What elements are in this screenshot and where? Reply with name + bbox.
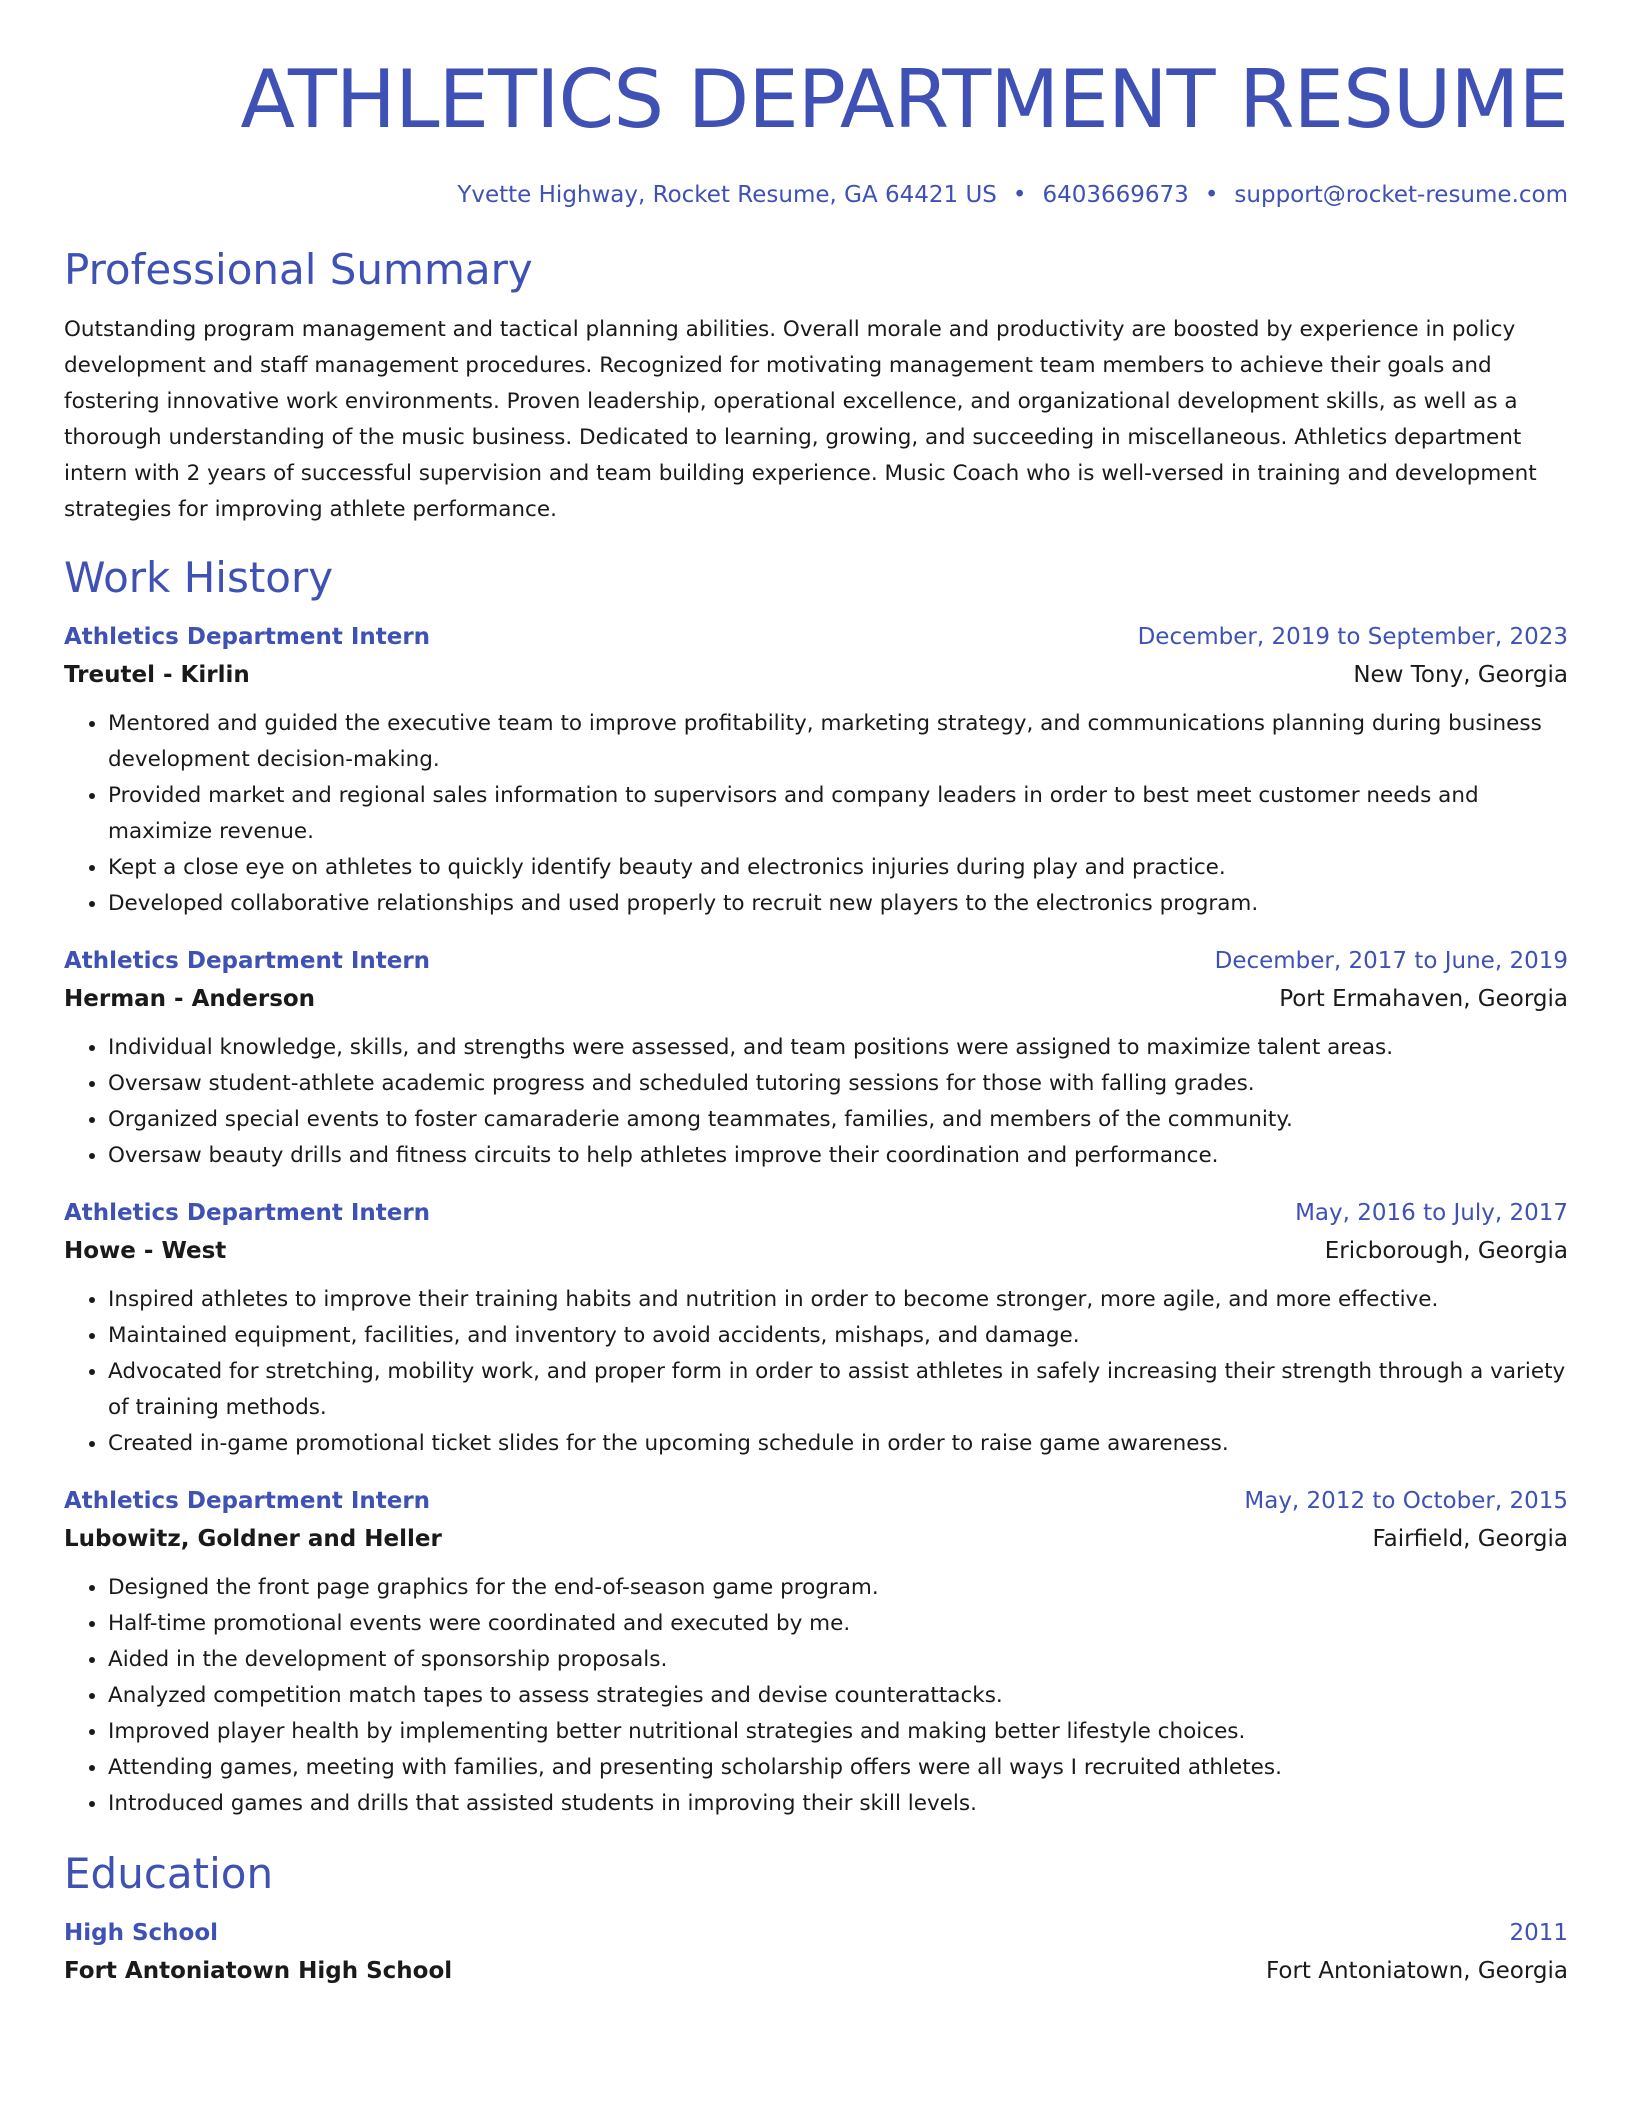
job-dates: December, 2019 to September, 2023: [1137, 624, 1568, 650]
job-entry: [64, 1482, 1568, 1822]
contact-line: [64, 180, 1568, 210]
job-location: Ericborough, Georgia: [1324, 1238, 1568, 1264]
contact-address: Yvette Highway, Rocket Resume, GA 64421 US: [457, 182, 997, 208]
education-location: Fort Antoniatown, Georgia: [1265, 1958, 1568, 1984]
job-location: Fairfield, Georgia: [1372, 1526, 1568, 1552]
job-bullet: • Individual knowledge, skills, and strengths were assessed, and team positions were assigned to maximize talent areas.: [108, 1030, 1568, 1066]
job-location: New Tony, Georgia: [1353, 662, 1568, 688]
job-bullet: • Provided market and regional sales information to supervisors and company leaders in order to best meet customer needs and maximize revenue.: [108, 778, 1568, 850]
job-entry: [64, 618, 1568, 922]
job-bullet: • Improved player health by implementing better nutritional strategies and making better lifestyle choices.: [108, 1714, 1568, 1750]
job-bullets: [64, 1030, 1568, 1174]
job-employer: Herman - Anderson: [64, 986, 316, 1012]
job-bullet: • Analyzed competition match tapes to assess strategies and devise counterattacks.: [108, 1678, 1568, 1714]
contact-email[interactable]: support@rocket-resume.com: [1234, 182, 1568, 208]
job-bullets: [64, 706, 1568, 922]
job-dates: May, 2016 to July, 2017: [1295, 1200, 1568, 1226]
contact-separator: •: [1012, 182, 1027, 208]
job-bullets: [64, 1282, 1568, 1462]
job-location: Port Ermahaven, Georgia: [1279, 986, 1568, 1012]
job-role: Athletics Department Intern: [64, 624, 431, 650]
job-bullet: • Oversaw beauty drills and fitness circuits to help athletes improve their coordination and performance.: [108, 1138, 1568, 1174]
summary-text: Outstanding program management and tactical planning abilities. Overall morale and productivity are boosted by experience in policy development and staff management procedures. Recognized for motivating management team members to achieve their goals and fostering innovative work environments. Proven leadership, operational excellence, and organizational development skills, as well as a thorough understanding of the music business. Dedicated to learning, growing, and succeeding in miscellaneous. Athletics department intern with 2 years of successful supervision and team building experience. Music Coach who is well-versed in training and development strategies for improving athlete performance.: [64, 317, 1537, 522]
job-dates: December, 2017 to June, 2019: [1214, 948, 1568, 974]
resume-title: ATHLETICS DEPARTMENT RESUME: [240, 53, 1568, 146]
contact-phone: 6403669673: [1042, 182, 1189, 208]
education-entry: [64, 1914, 1568, 1990]
job-role: Athletics Department Intern: [64, 1200, 431, 1226]
contact-separator: •: [1204, 182, 1219, 208]
work-history-heading: Work History: [64, 553, 334, 602]
job-bullet: • Developed collaborative relationships and used properly to recruit new players to the electronics program.: [108, 886, 1568, 922]
job-bullet: • Attending games, meeting with families, and presenting scholarship offers were all ways I recruited athletes.: [108, 1750, 1568, 1786]
job-entry: [64, 1194, 1568, 1462]
job-bullet: • Organized special events to foster camaraderie among teammates, families, and members of the community.: [108, 1102, 1568, 1138]
job-bullet: • Oversaw student-athlete academic progress and scheduled tutoring sessions for those with falling grades.: [108, 1066, 1568, 1102]
job-bullet: • Maintained equipment, facilities, and inventory to avoid accidents, mishaps, and damage.: [108, 1318, 1568, 1354]
job-bullet: • Introduced games and drills that assisted students in improving their skill levels.: [108, 1786, 1568, 1822]
job-bullet: • Inspired athletes to improve their training habits and nutrition in order to become stronger, more agile, and more effective.: [108, 1282, 1568, 1318]
job-list: [64, 618, 1568, 1822]
education-school: Fort Antoniatown High School: [64, 1958, 453, 1984]
job-bullet: • Mentored and guided the executive team to improve profitability, marketing strategy, and communications planning during business development decision-making.: [108, 706, 1568, 778]
job-employer: Howe - West: [64, 1238, 227, 1264]
education-degree: High School: [64, 1920, 219, 1946]
job-role: Athletics Department Intern: [64, 948, 431, 974]
job-entry: [64, 942, 1568, 1174]
job-role: Athletics Department Intern: [64, 1488, 431, 1514]
job-bullet: • Created in-game promotional ticket slides for the upcoming schedule in order to raise game awareness.: [108, 1426, 1568, 1462]
job-employer: Treutel - Kirlin: [64, 662, 250, 688]
job-bullet: • Advocated for stretching, mobility work, and proper form in order to assist athletes in safely increasing their strength through a variety of training methods.: [108, 1354, 1568, 1426]
job-bullet: • Half-time promotional events were coordinated and executed by me.: [108, 1606, 1568, 1642]
summary-heading: Professional Summary: [64, 245, 533, 294]
education-year: 2011: [1509, 1920, 1568, 1946]
education-heading: Education: [64, 1849, 274, 1898]
job-bullet: • Aided in the development of sponsorship proposals.: [108, 1642, 1568, 1678]
job-bullet: • Designed the front page graphics for the end-of-season game program.: [108, 1570, 1568, 1606]
job-dates: May, 2012 to October, 2015: [1244, 1488, 1568, 1514]
job-bullets: [64, 1570, 1568, 1822]
job-bullet: • Kept a close eye on athletes to quickly identify beauty and electronics injuries during play and practice.: [108, 850, 1568, 886]
job-employer: Lubowitz, Goldner and Heller: [64, 1526, 442, 1552]
